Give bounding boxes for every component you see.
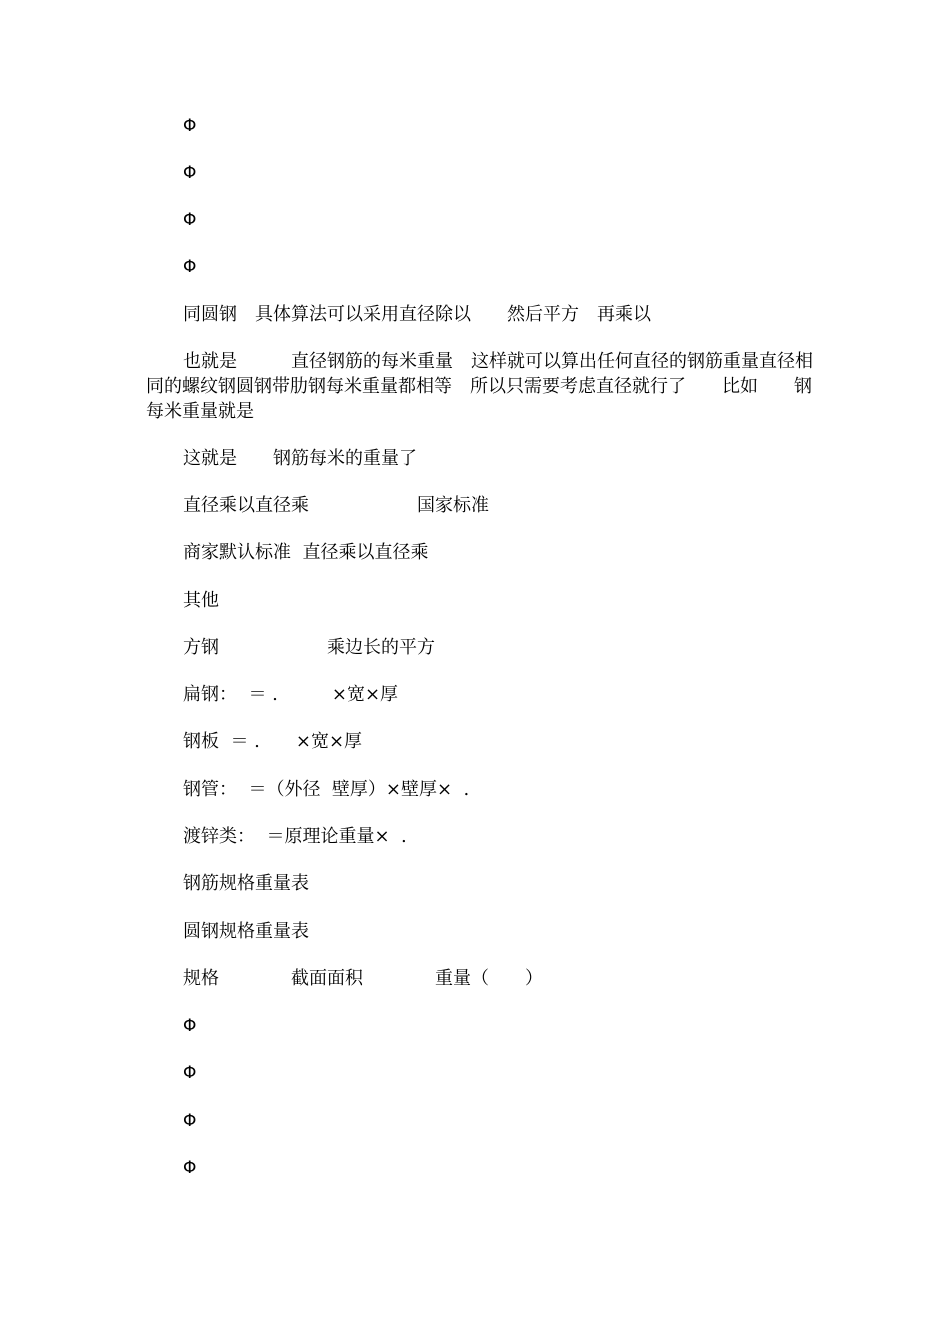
heading-round-steel-table: 圆钢规格重量表 [183, 921, 309, 942]
phi-symbol-1: Φ [183, 116, 197, 136]
phi-symbol-7: Φ [183, 1111, 197, 1131]
phi-symbol-2: Φ [183, 163, 197, 183]
phi-symbol-3: Φ [183, 210, 197, 230]
phi-symbol-8: Φ [183, 1158, 197, 1178]
paragraph-weight-per-meter: 这就是 钢筋每米的重量了 [183, 448, 417, 469]
heading-rebar-table: 钢筋规格重量表 [183, 873, 309, 894]
phi-symbol-4: Φ [183, 257, 197, 277]
formula-galvanized: 渡锌类： ＝原理论重量× . [183, 826, 407, 847]
paragraph-weight-explanation: 也就是 直径钢筋的每米重量 这样就可以算出任何直径的钢筋重量直径相同的螺纹钢圆钢带肋钢每米重量都相等 所以只需要考虑直径就行了 比如 钢每米重量就是 [146, 351, 813, 422]
formula-steel-plate: 钢板 ＝ . ×宽×厚 [183, 731, 363, 752]
paragraph-national-standard: 直径乘以直径乘 国家标准 [183, 495, 489, 516]
phi-symbol-6: Φ [183, 1063, 197, 1083]
formula-square-steel: 方钢 乘边长的平方 [183, 637, 435, 658]
phi-symbol-5: Φ [183, 1016, 197, 1036]
paragraph-merchant-standard: 商家默认标准 直径乘以直径乘 [183, 542, 429, 563]
formula-steel-pipe: 钢管： ＝（外径 壁厚）×壁厚× . [183, 779, 470, 800]
table-header-row: 规格 截面面积 重量（ ） [183, 968, 543, 989]
heading-other: 其他 [183, 590, 219, 611]
paragraph-calculation-method: 同圆钢 具体算法可以采用直径除以 然后平方 再乘以 [183, 304, 651, 325]
formula-flat-steel: 扁钢： ＝ . ×宽×厚 [183, 684, 399, 705]
